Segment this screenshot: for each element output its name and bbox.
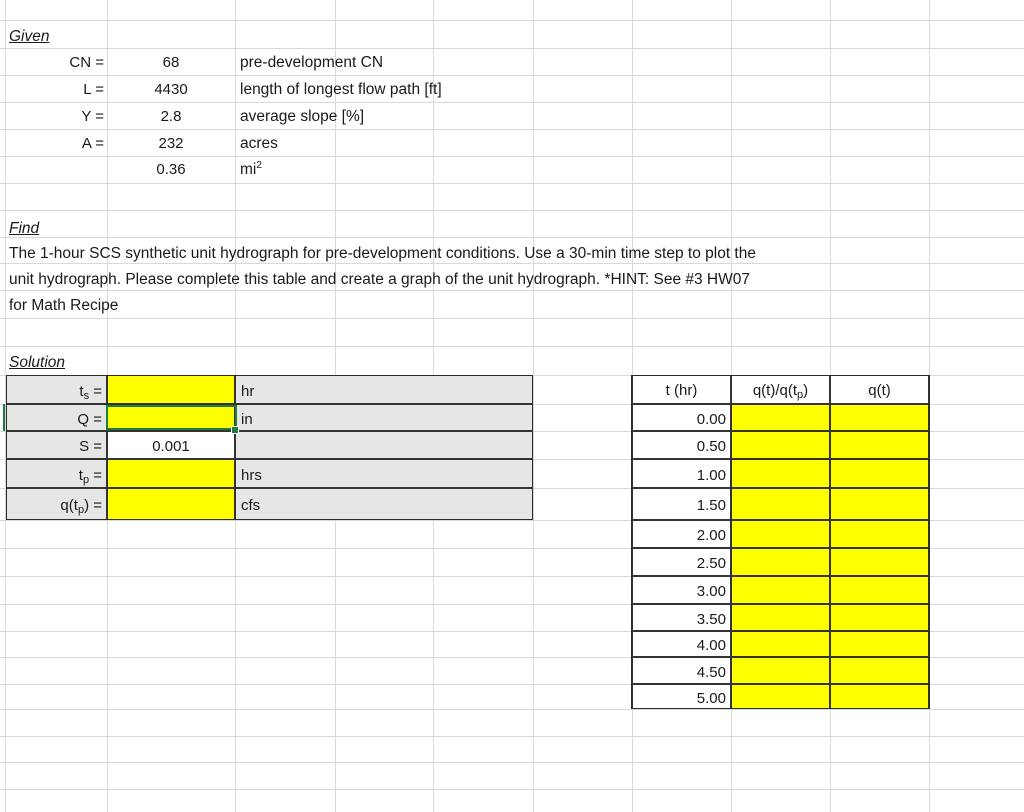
solution-label-text: t	[79, 383, 84, 400]
solution-unit-cell	[235, 375, 533, 404]
time-value: 0.00	[696, 411, 726, 428]
solution-label-tail: =	[89, 383, 102, 400]
solution-unit-cell	[235, 404, 533, 431]
solution-unit-cell	[235, 488, 533, 520]
solution-value-cell[interactable]	[107, 375, 235, 404]
time-value: 4.00	[696, 637, 726, 654]
q-input-cell[interactable]	[830, 404, 929, 431]
time-cell	[632, 576, 731, 604]
solution-label-cell	[6, 431, 107, 459]
given-label	[5, 55, 104, 70]
grid-row-line	[0, 346, 1024, 347]
ratio-input-cell[interactable]	[731, 404, 830, 431]
given-label	[5, 82, 104, 97]
solution-value-cell[interactable]	[107, 431, 235, 459]
time-cell	[632, 604, 731, 631]
given-description	[240, 55, 530, 71]
given-value[interactable]	[107, 162, 235, 177]
time-cell	[632, 520, 731, 548]
grid-row-line	[0, 318, 1024, 319]
solution-label-text: q(t	[60, 497, 78, 514]
given-label-text: A =	[81, 135, 104, 152]
given-description-text: average slope [%]	[240, 108, 365, 125]
q-input-cell[interactable]	[830, 604, 929, 631]
q-input-cell[interactable]	[830, 488, 929, 520]
ratio-input-cell[interactable]	[731, 684, 830, 709]
header-text: )	[803, 382, 809, 399]
find-text-line-3: for Math Recipe	[9, 297, 119, 314]
time-cell	[632, 657, 731, 684]
grid-row-line	[0, 290, 1024, 291]
given-label-text: CN =	[69, 54, 104, 71]
given-description	[240, 82, 530, 98]
solution-unit-cell	[235, 431, 533, 459]
ratio-input-cell[interactable]	[731, 459, 830, 488]
given-value[interactable]	[107, 136, 235, 151]
ratio-input-cell[interactable]	[731, 520, 830, 548]
fill-handle[interactable]	[231, 426, 239, 434]
given-value[interactable]	[107, 55, 235, 70]
ratio-input-cell[interactable]	[731, 604, 830, 631]
grid-row-line	[0, 102, 1024, 103]
superscript: 2	[256, 160, 262, 171]
solution-unit-cell	[235, 459, 533, 488]
grid-row-line	[0, 156, 1024, 157]
solution-unit-text: in	[241, 411, 253, 428]
ratio-input-cell[interactable]	[731, 431, 830, 459]
given-label	[5, 109, 104, 124]
grid-row-line	[0, 129, 1024, 130]
column-header-t	[632, 375, 731, 404]
grid-row-line	[0, 20, 1024, 21]
ratio-input-cell[interactable]	[731, 576, 830, 604]
grid-row-line	[0, 789, 1024, 790]
q-input-cell[interactable]	[830, 657, 929, 684]
find-text-line-1: The 1-hour SCS synthetic unit hydrograph for pre-development conditions. Use a 30-min time step to plot the	[9, 245, 756, 262]
time-value: 3.50	[696, 611, 726, 628]
find-text-line-2: unit hydrograph. Please complete this table and create a graph of the unit hydrograph. *HINT: See #3 HW07	[9, 271, 750, 288]
solution-unit-text: hr	[241, 383, 255, 400]
column-header-ratio	[731, 375, 830, 404]
time-cell	[632, 404, 731, 431]
solution-label-tail: =	[89, 467, 102, 484]
time-value: 2.50	[696, 555, 726, 572]
given-label	[5, 136, 104, 151]
solution-unit-text: cfs	[241, 497, 261, 514]
q-input-cell[interactable]	[830, 631, 929, 657]
grid-row-line	[0, 709, 1024, 710]
column-header-q	[830, 375, 929, 404]
solution-label-text: S =	[79, 438, 102, 455]
ratio-input-cell[interactable]	[731, 488, 830, 520]
header-text: q(t)	[868, 382, 891, 399]
time-value: 5.00	[696, 690, 726, 707]
grid-column-line	[929, 0, 930, 812]
time-cell	[632, 488, 731, 520]
given-value-text: 232	[158, 135, 184, 152]
given-heading: Given	[9, 28, 50, 45]
subscript: s	[83, 390, 90, 402]
grid-row-line	[0, 736, 1024, 737]
time-value: 4.50	[696, 664, 726, 681]
solution-unit-text: hrs	[241, 467, 262, 484]
given-description-text: acres	[240, 135, 278, 152]
grid-row-line	[0, 75, 1024, 76]
solution-label-cell	[6, 459, 107, 488]
given-value-text: 4430	[154, 81, 188, 98]
time-cell	[632, 684, 731, 709]
time-cell	[632, 459, 731, 488]
given-value-text: 0.36	[156, 161, 186, 178]
given-value-text: 2.8	[160, 108, 182, 125]
grid-row-line	[0, 48, 1024, 49]
given-description-text: length of longest flow path [ft]	[240, 81, 442, 98]
solution-label-cell	[6, 404, 107, 431]
given-description-text: mi	[240, 161, 257, 178]
grid-row-line	[0, 210, 1024, 211]
solution-label-cell	[6, 488, 107, 520]
header-text: q(t)/q(t	[752, 382, 798, 399]
ratio-input-cell[interactable]	[731, 657, 830, 684]
solution-label-tail: ) =	[84, 497, 102, 514]
find-heading: Find	[9, 220, 40, 237]
solution-value-text: 0.001	[152, 438, 190, 455]
time-cell	[632, 548, 731, 576]
ratio-input-cell[interactable]	[731, 631, 830, 657]
grid-row-line	[0, 762, 1024, 763]
q-input-cell[interactable]	[830, 576, 929, 604]
time-value: 1.50	[696, 497, 726, 514]
time-value: 2.00	[696, 527, 726, 544]
row-selection-marker	[3, 404, 5, 431]
given-label-text: Y =	[81, 108, 104, 125]
solution-value-cell[interactable]	[107, 459, 235, 488]
grid-column-line	[533, 0, 534, 812]
given-value[interactable]	[107, 109, 235, 124]
solution-label-cell	[6, 375, 107, 404]
subscript: p	[77, 504, 85, 516]
given-description	[240, 136, 530, 152]
time-value: 3.00	[696, 583, 726, 600]
q-input-cell[interactable]	[830, 684, 929, 709]
solution-label-text: t	[78, 467, 83, 484]
given-description	[240, 109, 530, 125]
given-label-text: L =	[83, 81, 104, 98]
active-cell-selection[interactable]	[106, 405, 237, 430]
q-input-cell[interactable]	[830, 431, 929, 459]
given-value[interactable]	[107, 82, 235, 97]
ratio-input-cell[interactable]	[731, 548, 830, 576]
subscript: p	[82, 474, 90, 486]
solution-label-text: Q =	[77, 411, 102, 428]
given-value-text: 68	[162, 54, 180, 71]
given-description-text: pre-development CN	[240, 54, 384, 71]
grid-row-line	[0, 183, 1024, 184]
grid-row-line	[0, 237, 1024, 238]
solution-heading: Solution	[9, 354, 66, 371]
time-cell	[632, 631, 731, 657]
time-value: 1.00	[696, 467, 726, 484]
q-input-cell[interactable]	[830, 459, 929, 488]
q-input-cell[interactable]	[830, 548, 929, 576]
solution-value-cell[interactable]	[107, 488, 235, 520]
grid-row-line	[0, 263, 1024, 264]
subscript: p	[797, 389, 804, 401]
q-input-cell[interactable]	[830, 520, 929, 548]
given-description	[240, 162, 530, 178]
time-value: 0.50	[696, 438, 726, 455]
header-text: t (hr)	[665, 382, 698, 399]
time-cell	[632, 431, 731, 459]
